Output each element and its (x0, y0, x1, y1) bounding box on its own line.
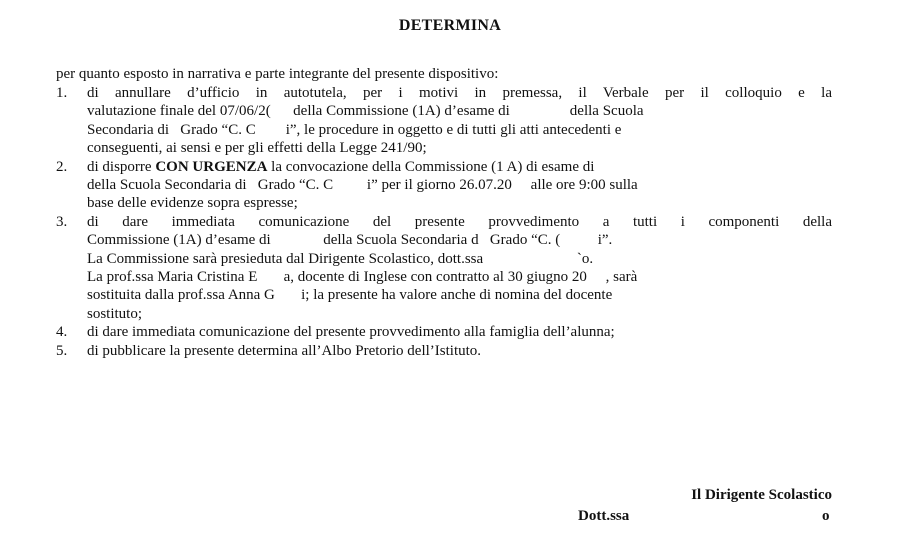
item-line: valutazione finale del 07/06/2( della Commissione (1A) d’esame di della Scuola (87, 103, 644, 120)
item-text: di disporre (87, 158, 156, 175)
list-item-4 (56, 323, 832, 341)
item-line: sostituita dalla prof.ssa Anna G i; la presente ha valore anche di nomina del docente (87, 287, 613, 304)
item-line: Commissione (1A) d’esame di della Scuola Secondaria d Grado “C. ( i”. (87, 232, 613, 249)
signature-role: Il Dirigente Scolastico (691, 487, 832, 503)
item-number: 4. (56, 324, 68, 341)
item-line: base delle evidenze sopra espresse; (87, 195, 298, 212)
list-item-2 (56, 158, 832, 213)
urgency-emphasis: CON URGENZA (155, 158, 268, 175)
item-line: conseguenti, ai sensi e per gli effetti della Legge 241/90; (87, 140, 427, 157)
item-line (87, 158, 832, 176)
item-number: 5. (56, 342, 68, 359)
item-text: la convocazione della Commissione (1 A) di esame di (267, 158, 595, 175)
item-line: di dare immediata comunicazione del presente provvedimento a tutti i componenti della (87, 213, 832, 230)
intro-text: per quanto esposto in narrativa e parte integrante del presente dispositivo: (56, 66, 499, 82)
item-number: 2. (56, 158, 68, 175)
list-item-1 (56, 84, 832, 158)
item-line: La Commissione sarà presieduta dal Dirigente Scolastico, dott.ssa `o. (87, 250, 594, 267)
item-line: La prof.ssa Maria Cristina E a, docente di Inglese con contratto al 30 giugno 20 , sarà (87, 269, 638, 286)
item-line: di dare immediata comunicazione del presente provvedimento alla famiglia dell’alunna; (87, 324, 615, 341)
item-line: di annullare d’ufficio in autotutela, per i motivi in premessa, il Verbale per il colloquio e la (87, 85, 832, 101)
list-item-3 (56, 213, 832, 323)
item-number: 3. (56, 213, 68, 230)
item-number: 1. (56, 85, 68, 101)
item-line: sostituto; (87, 305, 143, 322)
item-line: Secondaria di Grado “C. C i”, le procedure in oggetto e di tutti gli atti antecedenti e (87, 121, 622, 138)
signature-name-tail: o (822, 508, 830, 524)
list-item-5 (56, 342, 832, 360)
item-line: di pubblicare la presente determina all’Albo Pretorio dell’Istituto. (87, 342, 482, 359)
signature-name: Dott.ssa (578, 508, 630, 524)
document-title: DETERMINA (398, 17, 502, 34)
item-line: della Scuola Secondaria di Grado “C. C i” per il giorno 26.07.20 alle ore 9:00 sulla (87, 177, 638, 194)
dispositive-list (56, 84, 832, 360)
